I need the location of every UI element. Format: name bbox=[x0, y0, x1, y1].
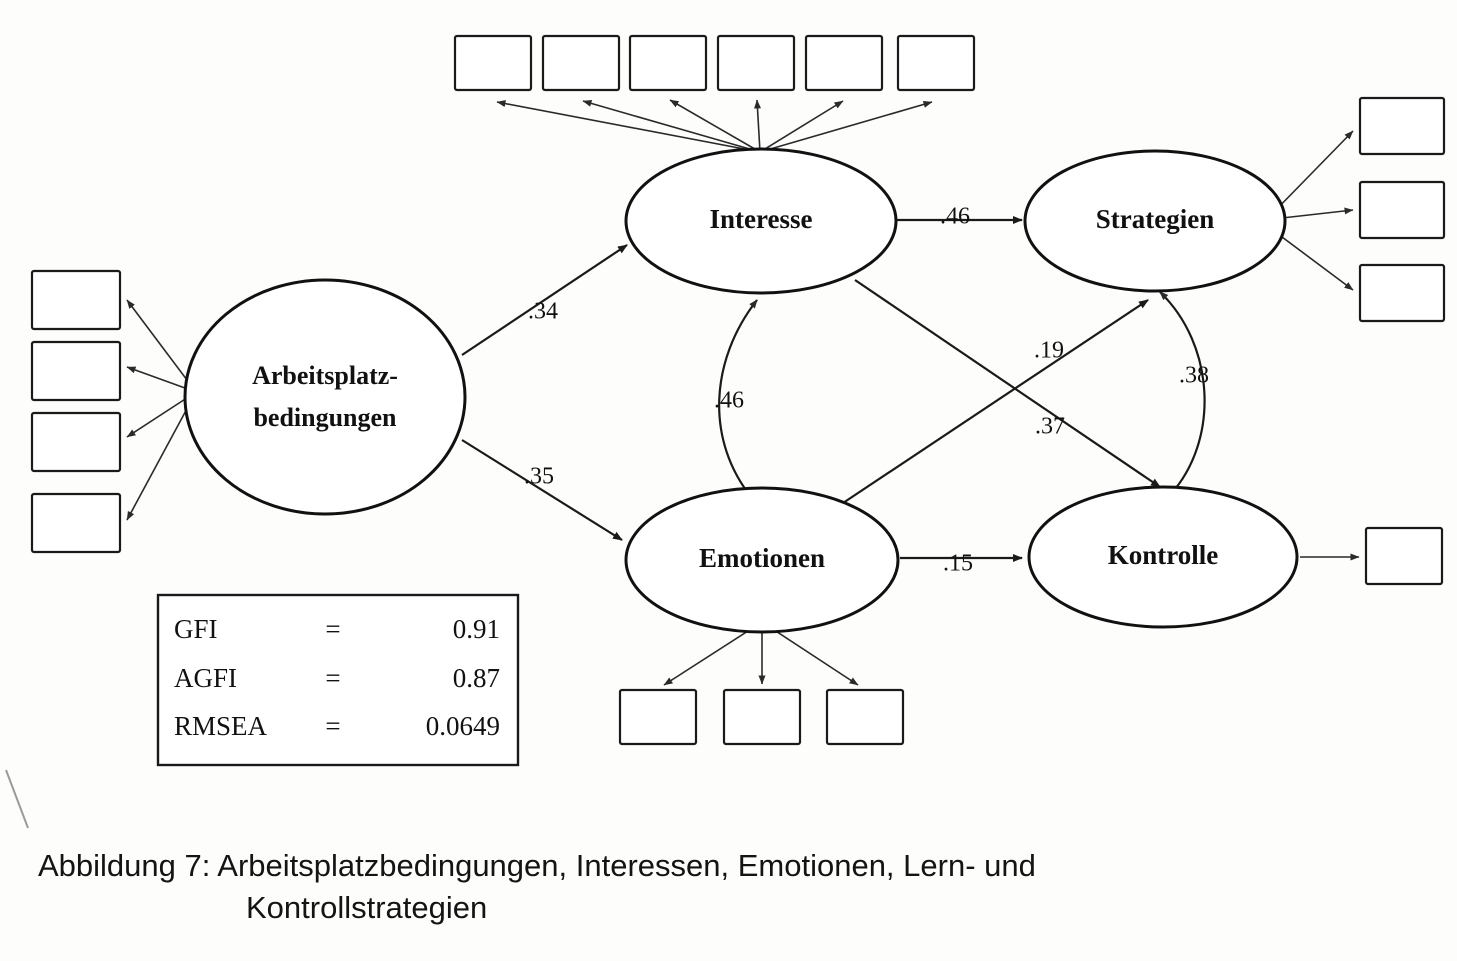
indicator-box bbox=[1366, 528, 1442, 584]
fit-name-gfi: GFI bbox=[174, 614, 218, 645]
caption-line-2: Kontrollstrategien bbox=[246, 889, 488, 925]
indicator-box bbox=[718, 36, 794, 90]
indicator-group-strategien bbox=[1270, 98, 1444, 321]
latent-kontrolle[interactable] bbox=[1029, 487, 1297, 627]
latent-label-kontrolle: Kontrolle bbox=[1107, 540, 1219, 571]
measurement-arrow bbox=[760, 101, 843, 152]
path-emotionen-strategien bbox=[840, 300, 1148, 505]
covariance-strategien-kontrolle bbox=[1160, 292, 1205, 495]
latent-ellipse[interactable] bbox=[185, 280, 465, 514]
measurement-arrow bbox=[497, 102, 760, 152]
indicator-group-arbeitsplatz bbox=[32, 271, 196, 552]
figure-caption bbox=[38, 845, 1238, 929]
indicator-box bbox=[620, 690, 696, 744]
indicator-box bbox=[543, 36, 619, 90]
indicator-box bbox=[806, 36, 882, 90]
latent-label-interesse: Interesse bbox=[709, 204, 813, 235]
indicator-box bbox=[898, 36, 974, 90]
indicator-box bbox=[827, 690, 903, 744]
indicator-box bbox=[32, 342, 120, 400]
path-interesse-kontrolle bbox=[855, 280, 1160, 487]
fit-operator-gfi: = bbox=[325, 614, 341, 645]
latent-arbeitsplatz[interactable] bbox=[185, 280, 465, 514]
fit-value-rmsea: 0.0649 bbox=[425, 711, 500, 742]
caption-line-1: Abbildung 7: Arbeitsplatzbedingungen, Interessen, Emotionen, Lern- und bbox=[38, 848, 1036, 883]
measurement-arrow bbox=[583, 101, 760, 152]
indicator-box bbox=[1360, 265, 1444, 321]
latent-emotionen[interactable] bbox=[626, 488, 898, 632]
indicator-box bbox=[32, 271, 120, 329]
latent-strategien[interactable] bbox=[1025, 151, 1285, 291]
indicator-box bbox=[1360, 182, 1444, 238]
coef-cov-strategien-kontrolle: .38 bbox=[1179, 362, 1209, 389]
indicator-group-kontrolle bbox=[1300, 528, 1442, 584]
path-arbeitsplatz-emotionen bbox=[462, 440, 622, 540]
scan-corner-mark bbox=[6, 770, 28, 828]
coef-arbeitsplatz-emotionen: .35 bbox=[524, 463, 554, 490]
indicator-box bbox=[455, 36, 531, 90]
measurement-arrow bbox=[1282, 210, 1353, 218]
fit-indices-box bbox=[158, 595, 518, 765]
indicator-box bbox=[32, 413, 120, 471]
fit-value-agfi: 0.87 bbox=[452, 663, 500, 694]
latent-label-strategien: Strategien bbox=[1095, 204, 1215, 235]
latent-label-arbeitsplatz-line1: Arbeitsplatz- bbox=[252, 360, 398, 390]
fit-value-gfi: 0.91 bbox=[452, 614, 500, 645]
latent-interesse[interactable] bbox=[626, 149, 896, 293]
coef-interesse-kontrolle: .37 bbox=[1035, 413, 1065, 440]
coef-cov-interesse-emotionen: .46 bbox=[714, 387, 744, 414]
fit-operator-agfi: = bbox=[325, 663, 341, 694]
indicator-box bbox=[1360, 98, 1444, 154]
indicator-box bbox=[630, 36, 706, 90]
measurement-arrow bbox=[757, 100, 760, 152]
measurement-arrow bbox=[1270, 131, 1353, 216]
indicator-group-emotionen bbox=[620, 622, 903, 744]
latent-label-emotionen: Emotionen bbox=[698, 543, 826, 574]
coef-interesse-strategien: .46 bbox=[940, 203, 970, 230]
fit-name-agfi: AGFI bbox=[174, 663, 238, 694]
indicator-box bbox=[724, 690, 800, 744]
fit-name-rmsea: RMSEA bbox=[174, 711, 268, 742]
indicator-group-interesse bbox=[455, 36, 974, 152]
fit-operator-rmsea: = bbox=[325, 711, 341, 742]
coef-emotionen-strategien: .19 bbox=[1034, 337, 1064, 364]
measurement-arrow bbox=[760, 102, 932, 152]
coef-arbeitsplatz-interesse: .34 bbox=[528, 298, 558, 325]
indicator-box bbox=[32, 494, 120, 552]
latent-label-arbeitsplatz-line2: bedingungen bbox=[253, 402, 397, 432]
coef-emotionen-kontrolle: .15 bbox=[943, 550, 973, 577]
